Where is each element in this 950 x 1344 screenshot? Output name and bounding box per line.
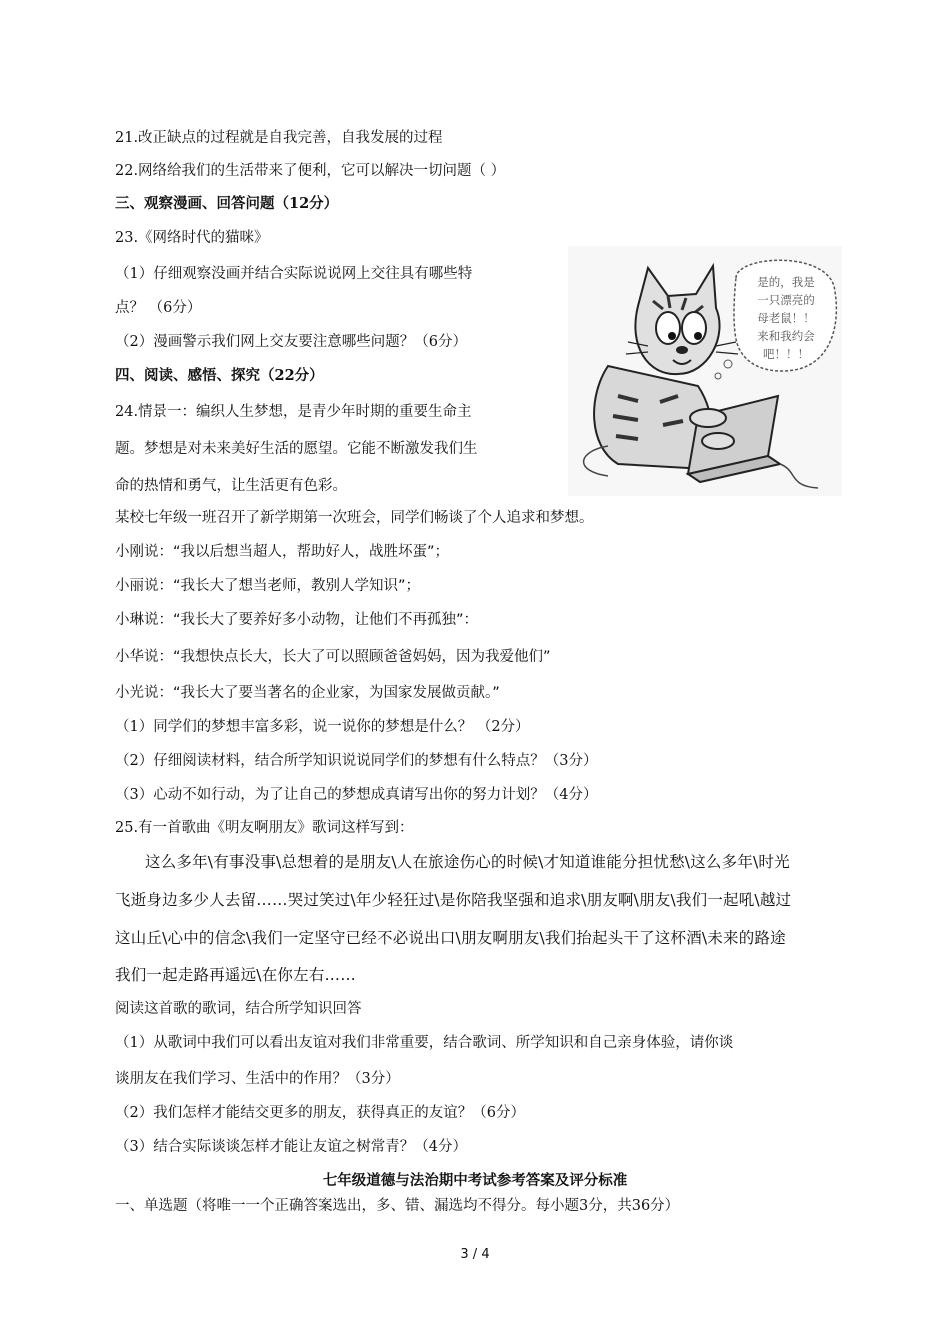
- question-25-1-line2: 谈朋友在我们学习、生活中的作用？（3分）: [115, 1071, 400, 1087]
- question-24-line4: 某校七年级一班召开了新学期第一次班会，同学们畅谈了个人追求和梦想。: [115, 510, 594, 526]
- question-25-intro: 阅读这首歌的歌词，结合所学知识回答: [115, 1001, 362, 1017]
- speech-line-3: 母老鼠！！: [757, 311, 815, 325]
- question-22: 22.网络给我们的生活带来了便利，它可以解决一切问题（ ）: [115, 163, 506, 179]
- student-quote-2: 小丽说：“我长大了想当老师，教别人学知识”；: [115, 578, 421, 594]
- student-quote-3: 小琳说：“我长大了要养好多小动物，让他们不再孤独”：: [115, 612, 479, 628]
- speech-line-1: 是的，我是: [757, 275, 815, 289]
- page-number: 3 / 4: [460, 1247, 490, 1262]
- student-quote-4: 小华说：“我想快点长大，长大了可以照顾爸爸妈妈，因为我爱他们”: [115, 649, 551, 665]
- question-23-2: （2）漫画警示我们网上交友要注意哪些问题？（6分）: [115, 334, 467, 350]
- student-quote-1: 小刚说：“我以后想当超人，帮助好人，战胜坏蛋”；: [115, 544, 450, 560]
- question-24-1: （1）同学们的梦想丰富多彩，说一说你的梦想是什么？ （2分）: [115, 719, 530, 735]
- question-24-line2: 题。梦想是对未来美好生活的愿望。它能不断激发我们生: [115, 441, 478, 457]
- lyrics-line-3: 这山丘\心中的信念\我们一定坚守已经不必说出口\朋友啊朋友\我们抬起头干了这杯酒\未来的路途: [115, 929, 786, 947]
- lyrics-line-1: 这么多年\有事没事\总想着的是朋友\人在旅途伤心的时候\才知道谁能分担忧愁\这么多年\时光: [145, 853, 790, 871]
- question-24-line1: 24.情景一：编织人生梦想，是青少年时期的重要生命主: [115, 404, 472, 420]
- question-24-2: （2）仔细阅读材料，结合所学知识说说同学们的梦想有什么特点？（3分）: [115, 753, 598, 769]
- question-25-3: （3）结合实际谈谈怎样才能让友谊之树常青？（4分）: [115, 1139, 467, 1155]
- section-4-heading: 四、阅读、感悟、探究（22分）: [115, 367, 324, 384]
- question-25-2: （2）我们怎样才能结交更多的朋友，获得真正的友谊？（6分）: [115, 1105, 525, 1121]
- question-24-3: （3）心动不如行动，为了让自己的梦想成真请写出你的努力计划？（4分）: [115, 787, 598, 803]
- question-21: 21.改正缺点的过程就是自我完善，自我发展的过程: [115, 130, 443, 146]
- answer-key-title: 七年级道德与法治期中考试参考答案及评分标准: [322, 1172, 628, 1189]
- lyrics-line-4: 我们一起走路再遥远\在你左右……: [115, 966, 356, 984]
- speech-line-4: 来和我约会: [757, 329, 815, 343]
- question-24-line3: 命的热情和勇气，让生活更有色彩。: [115, 478, 347, 494]
- question-23-title: 23.《网络时代的猫咪》: [115, 230, 269, 246]
- student-quote-5: 小光说：“我长大了要当著名的企业家，为国家发展做贡献。”: [115, 685, 500, 701]
- speech-line-5: 吧！！！: [763, 347, 809, 361]
- question-23-1-line2: 点？ （6分）: [115, 300, 202, 316]
- cat-cartoon-illustration: [568, 246, 842, 496]
- section-3-heading: 三、观察漫画、回答问题（12分）: [115, 195, 339, 212]
- answer-part-1: 一、单选题（将唯一一个正确答案选出，多、错、漏选均不得分。每小题3分，共36分）: [115, 1198, 680, 1214]
- speech-line-2: 一只漂亮的: [757, 293, 815, 307]
- lyrics-line-2: 飞逝身边多少人去留……哭过笑过\年少轻狂过\是你陪我坚强和追求\朋友啊\朋友\我们一起吼\越过: [115, 891, 792, 909]
- question-25-1-line1: （1）从歌词中我们可以看出友谊对我们非常重要，结合歌词、所学知识和自己亲身体验，请你谈: [115, 1035, 734, 1051]
- question-25: 25.有一首歌曲《明友啊朋友》歌词这样写到：: [115, 820, 414, 836]
- question-23-1-line1: （1）仔细观察没画并结合实际说说网上交往具有哪些特: [115, 266, 473, 282]
